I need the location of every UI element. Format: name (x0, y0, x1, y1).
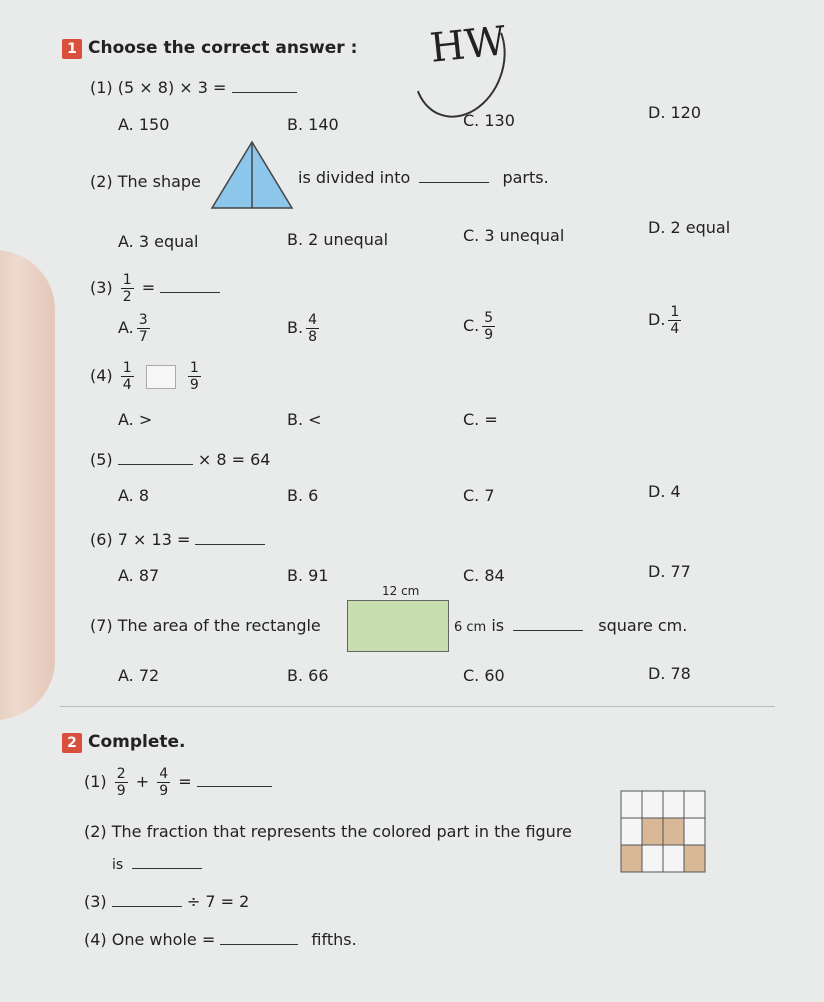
q2-choice-b[interactable]: B. 2 unequal (287, 230, 389, 249)
q1-choice-a[interactable]: A. 150 (118, 115, 170, 134)
question-5-blank[interactable] (118, 450, 193, 465)
q7-choice-c[interactable]: C. 60 (463, 666, 505, 685)
question-5 (90, 450, 270, 469)
q6-choice-d[interactable]: D. 77 (648, 562, 691, 581)
complete-2-text: The fraction that represents the colored part in the figure (111, 822, 572, 841)
grid-cell-empty (684, 791, 705, 818)
question-2-label: (2) (90, 172, 113, 191)
complete-2-blank[interactable] (132, 854, 202, 869)
complete-4-end: fifths. (311, 930, 357, 949)
complete-3-expression: ÷ 7 = 2 (186, 892, 250, 911)
question-5-expression: × 8 = 64 (197, 450, 271, 469)
q5-choice-a[interactable]: A. 8 (118, 486, 150, 505)
q5-choice-b[interactable]: B. 6 (287, 486, 319, 505)
question-3 (90, 272, 220, 305)
question-4-compare-box[interactable] (146, 365, 176, 389)
q6-choice-a[interactable]: A. 87 (118, 566, 160, 585)
q7-choice-d[interactable]: D. 78 (648, 664, 691, 683)
question-3-equals: = (141, 278, 156, 297)
q7-choice-b[interactable]: B. 66 (287, 666, 329, 685)
question-4-label: (4) (90, 366, 113, 385)
q7-choice-a[interactable]: A. 72 (118, 666, 160, 685)
question-5-label: (5) (90, 450, 113, 469)
complete-2-label: (2) (84, 822, 107, 841)
q1-choice-b[interactable]: B. 140 (287, 115, 339, 134)
question-2-text-after: is divided into (298, 168, 411, 187)
section-2-title: Complete. (88, 732, 186, 752)
grid-cell-empty (642, 791, 663, 818)
green-rectangle (347, 600, 449, 652)
complete-1-fraction-b: $\frac{4}{9}$ (159, 766, 169, 799)
complete-4-blank[interactable] (220, 930, 298, 945)
question-3-label: (3) (90, 278, 113, 297)
q3-choice-a[interactable]: A. $\frac{3}{7}$ (118, 312, 148, 345)
section-1-title: Choose the correct answer : (88, 38, 358, 58)
complete-2 (84, 822, 572, 841)
q2-choice-c[interactable]: C. 3 unequal (463, 226, 565, 245)
handwritten-note: HW (427, 18, 509, 72)
q3-choice-b[interactable]: B. $\frac{4}{8}$ (287, 312, 317, 345)
question-3-fraction: $\frac{1}{2}$ (122, 272, 132, 305)
complete-1-plus: + (135, 772, 150, 791)
question-3-blank[interactable] (160, 278, 220, 293)
grid-cell-colored (621, 845, 642, 872)
question-4-left-fraction: $\frac{1}{4}$ (122, 360, 132, 393)
grid-cell-colored (663, 818, 684, 845)
grid-cell-empty (621, 791, 642, 818)
q1-choice-c[interactable]: C. 130 (463, 111, 515, 130)
section-1-heading (62, 38, 357, 59)
question-7-is: is (491, 616, 505, 635)
question-6 (90, 530, 265, 549)
q4-choice-c[interactable]: C. = (463, 410, 498, 429)
question-6-expression: 7 × 13 = (117, 530, 191, 549)
section-2-heading (62, 732, 186, 753)
question-7-text (454, 616, 687, 635)
q5-choice-c[interactable]: C. 7 (463, 486, 495, 505)
triangle-shape (210, 140, 295, 210)
question-7-end: square cm. (598, 616, 688, 635)
complete-1-label: (1) (84, 772, 107, 791)
q6-choice-b[interactable]: B. 91 (287, 566, 329, 585)
question-7-text-before: The area of the rectangle (117, 616, 321, 635)
question-1-expression: (5 × 8) × 3 = (117, 78, 227, 97)
question-6-label: (6) (90, 530, 113, 549)
complete-3 (84, 892, 249, 911)
q6-choice-c[interactable]: C. 84 (463, 566, 505, 585)
question-6-blank[interactable] (195, 530, 265, 545)
question-2-end: parts. (502, 168, 549, 187)
complete-4-label: (4) (84, 930, 107, 949)
complete-3-label: (3) (84, 892, 107, 911)
q4-choice-b[interactable]: B. < (287, 410, 322, 429)
q5-choice-d[interactable]: D. 4 (648, 482, 681, 501)
q2-choice-d[interactable]: D. 2 equal (648, 218, 731, 237)
grid-cell-empty (663, 791, 684, 818)
q1-choice-d[interactable]: D. 120 (648, 103, 702, 122)
section-divider (60, 706, 775, 707)
q3-choice-c[interactable]: C. $\frac{5}{9}$ (463, 310, 494, 343)
fraction-grid-figure (620, 790, 708, 874)
section-1-badge: 1 (62, 39, 82, 59)
complete-4-text-before: One whole = (111, 930, 216, 949)
question-2-text (298, 168, 549, 187)
question-4 (90, 360, 204, 393)
question-4-right-fraction: $\frac{1}{9}$ (189, 360, 199, 393)
finger-overlay (0, 250, 55, 720)
q4-choice-a[interactable]: A. > (118, 410, 153, 429)
complete-1-equals: = (178, 772, 192, 791)
section-2-badge: 2 (62, 733, 82, 753)
question-1-blank[interactable] (232, 78, 297, 93)
complete-1-fraction-a: $\frac{2}{9}$ (116, 766, 126, 799)
grid-cell-empty (684, 818, 705, 845)
grid-cell-colored (684, 845, 705, 872)
question-1-label: (1) (90, 78, 113, 97)
complete-2-is: is (112, 857, 124, 873)
grid-cell-colored (642, 818, 663, 845)
question-7-label: (7) (90, 616, 113, 635)
question-7 (90, 616, 321, 635)
rectangle-height-label: 6 cm (454, 620, 487, 635)
q2-choice-a[interactable]: A. 3 equal (118, 232, 199, 251)
complete-1-blank[interactable] (197, 772, 272, 787)
grid-cell-empty (663, 845, 684, 872)
question-1 (90, 78, 297, 97)
grid-cell-empty (642, 845, 663, 872)
complete-3-blank[interactable] (112, 892, 182, 907)
question-7-blank[interactable] (513, 616, 583, 631)
q3-choice-d[interactable]: D. $\frac{1}{4}$ (648, 304, 680, 337)
question-2-text-before: The shape (117, 172, 201, 191)
question-2 (90, 172, 201, 191)
grid-cell-empty (621, 818, 642, 845)
complete-2-is-line (112, 854, 202, 873)
question-2-blank[interactable] (419, 168, 489, 183)
complete-4 (84, 930, 357, 949)
rectangle-width-label: 12 cm (382, 584, 420, 598)
complete-1 (84, 766, 272, 799)
